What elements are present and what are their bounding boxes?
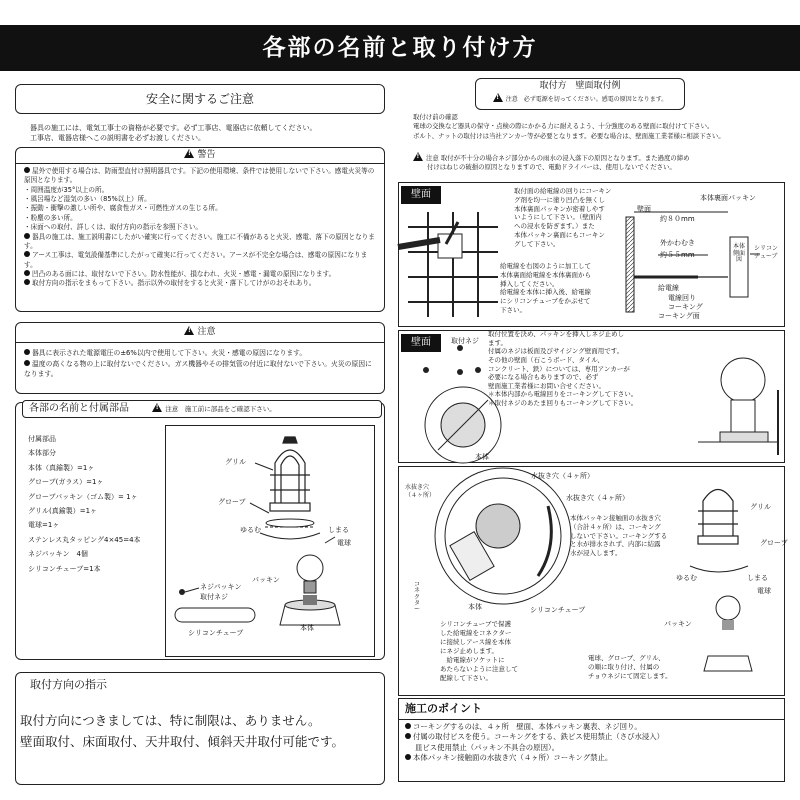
warning-item: 屋外で使用する場合は、防雨型直付け照明器具です。下記の使用環境、条件では使用しないで下さい。感電火災等の原因となります。 xyxy=(24,167,375,185)
parts-list-item: グローブパッキン（ゴム製）= 1ヶ xyxy=(28,492,138,501)
bulb-side xyxy=(721,358,765,402)
grill-right xyxy=(698,490,738,545)
body-label: 本体 xyxy=(300,624,314,632)
bulb-label: 電球 xyxy=(337,539,351,547)
body-side-label: 本体側面図 xyxy=(732,243,745,264)
install-note2-line: 付けはねじの破損の原因となりますので、電動ドライバーは、使用しないでください。 xyxy=(427,163,676,172)
parts-list-item: シリコンチューブ=1本 xyxy=(28,564,101,573)
install-heading: 取付方 壁面取付例 xyxy=(539,81,621,91)
mount-screw-label: 取付ネジ xyxy=(200,593,228,601)
screw-label: 取付ネジ xyxy=(451,337,479,345)
points-item: 皿ビス使用禁止（パッキン不具合の原因）。 xyxy=(415,742,560,752)
bulb-right xyxy=(716,596,740,620)
install-note2-line: !注意 取付が不十分の場合ネジ部分からの雨水の浸入落下の原因となります。また過度の締め xyxy=(413,152,690,163)
d3-globe-label: グローブ xyxy=(760,539,788,547)
feed-line-label: 給電線 xyxy=(658,284,679,292)
hand xyxy=(398,240,440,247)
install-header-box xyxy=(475,78,685,110)
drain-text: 本体パッキン接触面の水抜き穴 （合計４ヶ所）は、コーキング しないで下さい。コーキングする と水が排水されず、内部に結露 水が浸入します。 xyxy=(570,514,668,558)
points-item: 本体パッキン接触面の水抜き穴（４ヶ所）コーキング禁止。 xyxy=(405,753,778,764)
back-packing-label: 本体裏面パッキン xyxy=(700,194,756,202)
bullet-icon xyxy=(24,167,30,173)
install-check-line: ボルト、ナットの取付けは当社アンカー等が必要となります。必要な場合は、壁面施工業者様に相談下さい。 xyxy=(413,131,725,140)
silicon-tube-label: シリコンチューブ xyxy=(188,629,244,637)
install-check xyxy=(413,113,725,141)
grill-drawing xyxy=(270,437,310,511)
points-box xyxy=(398,698,785,782)
wall2-label: 壁面 xyxy=(401,334,441,352)
direction-line: 取付方向につきましては、特に制限は、ありません。 xyxy=(20,712,321,728)
d3-packing-label: パッキン xyxy=(664,620,692,628)
safety-intro-line: 工事店、電器店様へこの説明書を必ずお渡しください。 xyxy=(30,134,205,143)
d80-label: 約８０mm xyxy=(660,215,695,223)
caution-icon xyxy=(493,93,503,102)
tube-drawing xyxy=(175,608,255,622)
warning-icon xyxy=(184,149,194,158)
points-item: コーキングするのは、４ヶ所 壁面、本体パッキン裏表、ネジ回り。 xyxy=(405,722,778,733)
parts-header xyxy=(22,400,382,418)
parts-list-item: ステンレス丸タッピング4×45=4本 xyxy=(28,535,141,544)
caution-item: 温度の高くなる物の上に取付ないでください。ガス機器やその排気管の付近に取付ないで下さい。火災の原因になります。 xyxy=(24,359,372,379)
parts-list-item: 電球=1ヶ xyxy=(28,521,60,530)
caution-icon xyxy=(184,326,194,335)
caution-box xyxy=(15,322,385,394)
screw-drawing xyxy=(179,589,185,595)
parts-list-item: 本体（真鍮製）=1ヶ xyxy=(28,463,95,472)
d3-loosen-label: ゆるむ xyxy=(676,574,697,582)
warning-box xyxy=(15,147,385,312)
drain-label: 水抜き穴（４ヶ所） xyxy=(531,472,594,480)
install-check-line: 電球の交換など器具の保守・点検の際にかかる力に耐えるよう、十分強度のある壁面に取付けて下さい。 xyxy=(413,122,714,131)
safety-heading-box xyxy=(15,84,385,114)
silicon-label: シリコンチューブ xyxy=(754,245,778,261)
bulb-drawing xyxy=(297,555,323,593)
warning-header xyxy=(16,148,384,164)
wall1-text2: 給電線を右図のように加工して 本体裏面給電線を本体裏面から 挿入してください。 給電線を本体に挿入後、給電線 にシリコンチューブをかぶせて 下さい。 xyxy=(500,262,591,314)
safety-intro xyxy=(30,123,316,143)
globe-ring xyxy=(266,519,314,527)
caution-heading: 注意 xyxy=(197,327,216,337)
parts-list-item: グリル(真鍮製）=1ヶ xyxy=(28,507,98,516)
warning-item: 器具の施工は、施工説明書にしたがい確実に行ってください。施工に不備があると火災、感電、落下の原因となります。 xyxy=(24,232,375,250)
warning-item: ・粉塵の多い所。 xyxy=(24,213,77,222)
d3-tighten-label: しまる xyxy=(747,574,768,582)
conn-text: シリコンチューブで保護 した給電線をコネクター に接続しアース線を本体 にネジ止めします。 給電線がソケットに あたらないように注意して 配線して下さい。 xyxy=(440,620,518,682)
points-item: 付属の取付ビスを使う。コーキングをする、鉄ビス使用禁止（さび水浸入） xyxy=(405,732,778,743)
parts-heading: 各部の名前と付属部品 xyxy=(29,403,129,414)
caulk-label: 電線回り xyxy=(668,294,696,302)
bullet-icon xyxy=(405,733,411,739)
d3-bulb-label: 電球 xyxy=(757,587,771,595)
d55-label: 約５５mm xyxy=(660,251,695,259)
bullet-icon xyxy=(405,723,411,729)
wall1-label: 壁面 xyxy=(401,186,441,204)
bullet-icon xyxy=(24,270,30,276)
caution-header xyxy=(16,323,384,343)
globe-label: グローブ xyxy=(218,498,246,506)
warning-item: ・振動・衝撃の激しい所や、腐食性ガス・可燃性ガスの生じる所。 xyxy=(24,204,222,213)
d3-grill-label: グリル xyxy=(750,503,771,511)
packing-label: パッキン xyxy=(252,576,280,584)
caution-icon xyxy=(152,403,162,412)
warning-item: ・床面への取付、詳しくは、取付方向の指示を参照下さい。 xyxy=(24,223,203,232)
d3-silicon-label: シリコンチューブ xyxy=(530,606,586,614)
parts-note: ! 注意 施工前に部品をご確認下さい。 xyxy=(152,405,276,413)
warning-item: アース工事は、電気設備基準にしたがって確実に行ってください。アースが不完全な場合は、感電の原因になります。 xyxy=(24,251,368,269)
bullet-icon xyxy=(24,251,30,257)
screw-packing-label: ネジパッキン xyxy=(200,583,242,591)
warning-item: 取付方向の指示をまもって下さい。指示以外の取付をすると火災・落下してけがのおそれあり。 xyxy=(24,279,376,288)
warning-item: ・風呂場など湿気の多い（85%以上）所。 xyxy=(24,195,151,204)
wall-section xyxy=(626,217,634,312)
drain-left-label: 水抜き穴 （４ヶ所） xyxy=(405,484,436,499)
insulation-label: 外かわむき xyxy=(660,239,695,247)
bullet-icon xyxy=(24,279,30,285)
page-title: 各部の名前と取り付け方 xyxy=(0,25,800,71)
bullet-icon xyxy=(24,360,30,366)
caulk-label: コーキング xyxy=(668,303,703,311)
parts-list-item: グローブ(ガラス）=1ヶ xyxy=(28,478,104,487)
warning-item: ・周囲温度が35°以上の所。 xyxy=(24,185,109,194)
screws xyxy=(423,345,481,375)
parts-list-item: 本体部分 xyxy=(28,449,56,458)
grill-label: グリル xyxy=(225,458,246,466)
caution-item: 器具に表示された電源電圧の±6%以内で使用して下さい。火災・感電の原因になります。 xyxy=(24,348,376,359)
bullet-icon xyxy=(24,233,30,239)
direction-heading: 取付方向の指示 xyxy=(30,678,107,691)
safety-heading: 安全に関するご注意 xyxy=(145,92,254,106)
install-note2 xyxy=(413,152,690,173)
wall-grid xyxy=(408,212,498,317)
wall2-text: 取付位置を決め、パッキンを挿入しネジ止めし ます。 付属のネジは板面及びサイジング壁面用です。 その他の壁面（石こうボード、タイル、 コンクリート、鉄）については、専用アンカーが 必要になる場合もありますので、必ず 壁面施工業者様にお問い合せください。 ＊本体内部から電線回りをコーキングして下さい。 ＊取付ネジのあたま回りもコーキングして下さい。 xyxy=(488,330,638,408)
caution-list xyxy=(16,343,384,385)
connector-label: コネクター xyxy=(413,581,420,614)
parts-list-item: 付属部品 xyxy=(28,435,56,443)
points-heading: 施工のポイント xyxy=(399,699,784,720)
wall-label: 壁面 xyxy=(637,205,651,213)
parts-list xyxy=(28,432,141,576)
direction-box xyxy=(15,672,385,785)
rotate-arrow xyxy=(260,533,320,539)
direction-line: 壁面取付、床面取付、天井取付、傾斜天井取付可能です。 xyxy=(20,733,345,749)
loosen-label: ゆるむ xyxy=(240,526,261,534)
wall2-body-label: 本体 xyxy=(475,453,489,461)
body-drawing xyxy=(280,595,340,625)
warning-list xyxy=(16,164,384,292)
install-check-line: 取付け前の確認 xyxy=(413,113,458,121)
direction-text xyxy=(16,697,384,752)
install-note1: !注意 必ず電源を切ってください。感電の原因となります。 xyxy=(476,93,684,107)
warning-heading: 警告 xyxy=(197,150,216,160)
drain-right-label: 水抜き穴（４ヶ所） xyxy=(566,494,629,502)
safety-intro-line: 器具の施工には、電気工事士の資格が必要です。必ず工事店、電器店に依頼してください。 xyxy=(30,124,317,132)
points-list xyxy=(399,720,784,766)
d3-body-label: 本体 xyxy=(468,603,482,611)
caution-icon xyxy=(413,152,423,161)
bullet-icon xyxy=(24,349,30,355)
fix-text: 電球、グローブ、グリル、 の順に取り付け、付属の チョウネジにて固定します。 xyxy=(588,654,672,680)
caulk-label: コーキング面 xyxy=(658,312,700,320)
tighten-label: しまる xyxy=(328,526,349,534)
wall1-text: 取付面の給電線の回りにコーキン グ剤を均一に塗り凹凸を無くし 本体裏面パッキンが密着しやす いようにして下さい。（壁面内 への浸水を防ぎます。）また 本体パッキン裏面にもコーキン グして下さい。 xyxy=(514,187,612,248)
warning-item: 凹凸のある面には、取付ないで下さい。防水性能が、損なわれ、火災・感電・漏電の原因になります。 xyxy=(24,270,376,279)
parts-list-item: ネジパッキン 4個 xyxy=(28,550,88,559)
bullet-icon xyxy=(405,754,411,760)
